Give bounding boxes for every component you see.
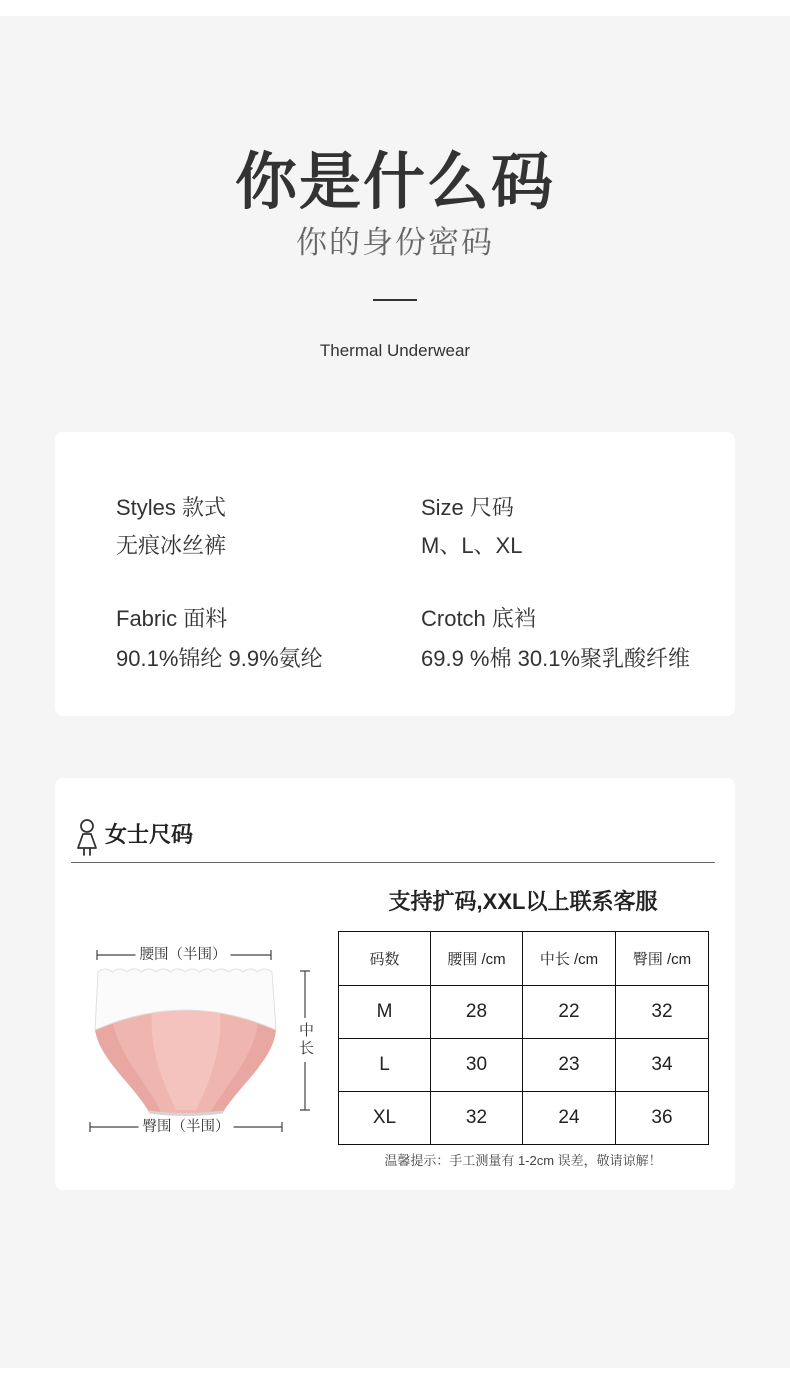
crotch-label: Crotch 底裆 [421,606,536,631]
fabric-label: Fabric 面料 [116,606,228,631]
table-header: 臀围 /cm [616,932,709,986]
size-chart-card [55,778,735,1190]
size-value: M、L、XL [421,533,523,558]
waist-label: 腰围（半围） [136,946,231,964]
table-cell: 34 [616,1039,709,1092]
size-label: Size 尺码 [421,495,514,520]
length-label: 中长 [296,1018,314,1062]
table-cell: 32 [431,1092,523,1145]
table-cell: 23 [523,1039,616,1092]
table-cell: 22 [523,986,616,1039]
section-title: 女士尺码 [105,822,194,847]
table-header: 码数 [339,932,431,986]
page-subtitle: 你的身份密码 [296,225,494,260]
table-header-row [339,932,709,986]
table-row [339,986,709,1039]
table-cell: 36 [616,1092,709,1145]
styles-label: Styles 款式 [116,495,227,520]
table-cell: M [339,986,431,1039]
fabric-value: 90.1%锦纶 9.9%氨纶 [116,646,323,671]
hip-label: 臀围（半围） [139,1118,234,1136]
measurement-footnote: 温馨提示：手工测量有 1-2cm 误差，敬请谅解！ [384,1153,662,1168]
extended-size-notice: 支持扩码,XXL以上联系客服 [388,889,658,914]
size-table [338,931,709,1145]
table-cell: L [339,1039,431,1092]
table-cell: 32 [616,986,709,1039]
specs-card [55,432,735,716]
table-cell: 24 [523,1092,616,1145]
table-cell: 28 [431,986,523,1039]
table-header: 中长 /cm [523,932,616,986]
styles-value: 无痕冰丝裤 [116,533,227,558]
table-row [339,1039,709,1092]
table-header: 腰围 /cm [431,932,523,986]
table-row [339,1092,709,1145]
title-divider [373,299,417,301]
product-tagline: Thermal Underwear [319,341,471,360]
table-cell: 30 [431,1039,523,1092]
page-title: 你是什么码 [234,148,555,217]
table-cell: XL [339,1092,431,1145]
crotch-value: 69.9 %棉 30.1%聚乳酸纤维 [421,646,690,671]
